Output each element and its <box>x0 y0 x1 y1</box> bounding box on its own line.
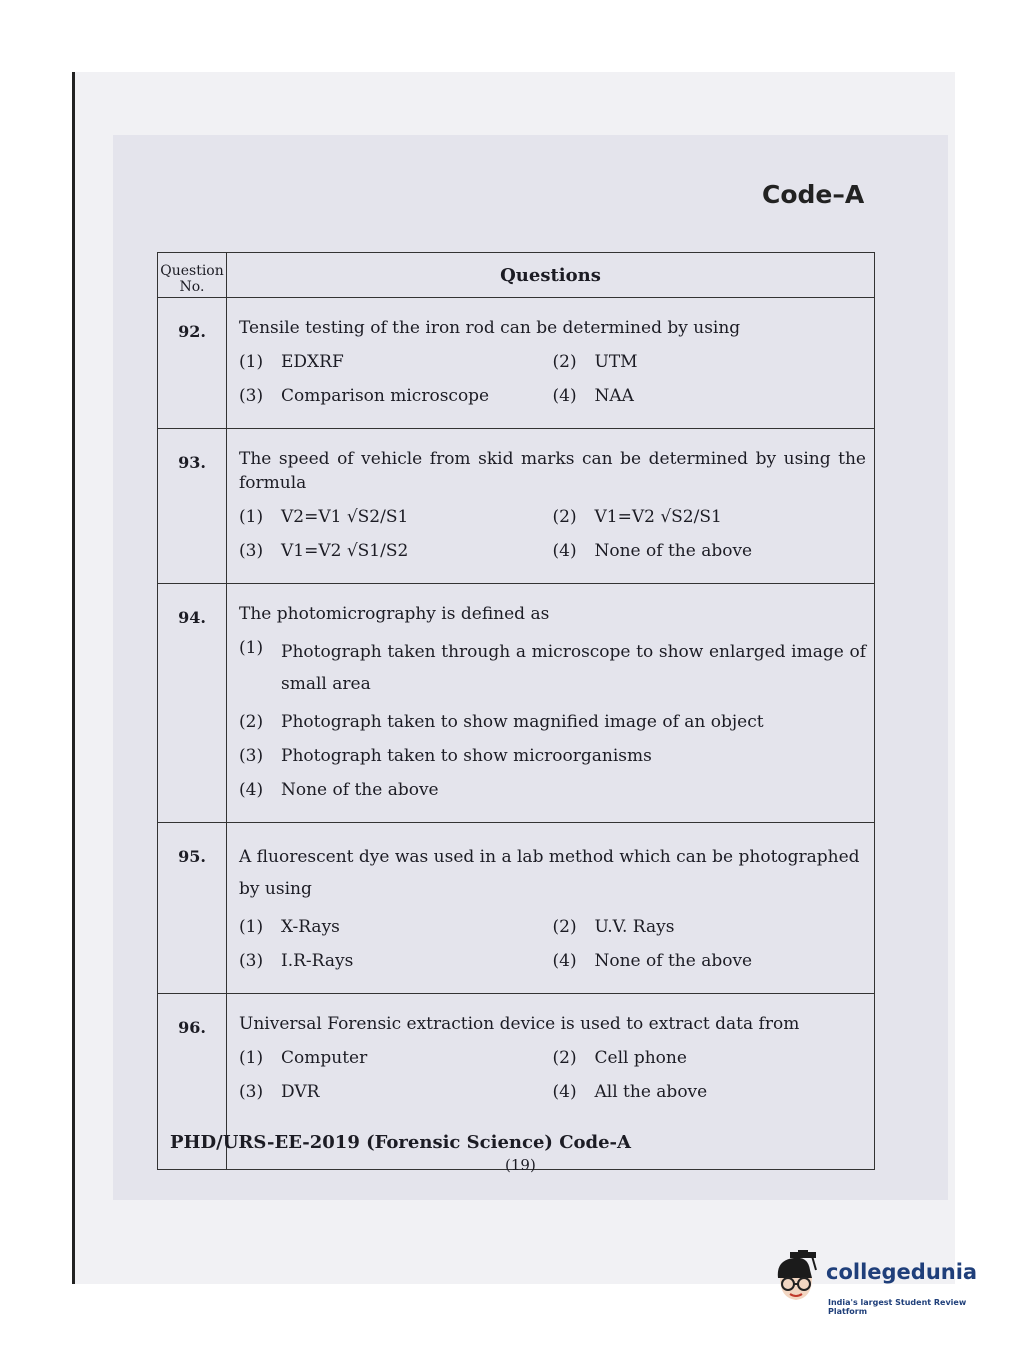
option-text: DVR <box>281 1082 320 1102</box>
question-row <box>158 584 875 823</box>
option-number: (2) <box>239 712 264 732</box>
question-number: 95. <box>158 823 227 994</box>
option <box>239 744 866 768</box>
option-number: (4) <box>552 951 577 971</box>
question-stem: The speed of vehicle from skid marks can be determined by using the formula <box>239 449 866 493</box>
option-number: (1) <box>239 352 264 372</box>
column-header-questions: Questions <box>227 253 875 298</box>
option-text: Cell phone <box>594 1048 687 1068</box>
option-number: (1) <box>239 917 264 937</box>
option-text: UTM <box>594 352 638 372</box>
brand-name: collegedunia <box>826 1260 978 1284</box>
option-text: None of the above <box>281 780 439 800</box>
option <box>553 505 867 539</box>
question-number: 96. <box>158 994 227 1170</box>
brand-tagline: India's largest Student Review Platform <box>828 1298 967 1316</box>
option-list <box>239 1046 866 1114</box>
question-number: 93. <box>158 429 227 584</box>
question-number: 92. <box>158 298 227 429</box>
option-number: (4) <box>552 386 577 406</box>
option-number: (2) <box>552 917 577 937</box>
option <box>239 1080 553 1114</box>
option <box>239 384 553 418</box>
option-text: EDXRF <box>281 352 344 372</box>
option <box>553 350 867 384</box>
option <box>239 350 553 384</box>
option <box>239 949 553 983</box>
question-stem: Tensile testing of the iron rod can be determined by using <box>239 318 741 338</box>
option <box>239 505 553 539</box>
option-text: Photograph taken through a microscope to show enlarged image of small area <box>281 642 866 694</box>
option-text: None of the above <box>594 541 753 561</box>
question-stem: A fluorescent dye was used in a lab method which can be photographed by using <box>239 847 860 899</box>
option-text: Comparison microscope <box>281 386 490 406</box>
mascot-logo-icon <box>768 1248 824 1318</box>
option-number: (3) <box>239 541 264 561</box>
option <box>553 1046 867 1080</box>
footer-paper-title: PHD/URS-EE-2019 (Forensic Science) Code-A <box>170 1132 631 1153</box>
question-body <box>227 429 875 584</box>
option-number: (2) <box>552 352 577 372</box>
option-number: (4) <box>552 1082 577 1102</box>
option-text: All the above <box>594 1082 708 1102</box>
question-row <box>158 429 875 584</box>
column-header-question-no: Question No. <box>158 253 227 298</box>
option-number: (3) <box>239 951 264 971</box>
question-body <box>227 823 875 994</box>
question-number: 94. <box>158 584 227 823</box>
option <box>553 384 867 418</box>
option-list <box>239 505 866 573</box>
option-text: U.V. Rays <box>594 917 675 937</box>
option-list <box>239 915 866 983</box>
questions-table <box>157 252 875 1170</box>
question-row <box>158 823 875 994</box>
option <box>239 710 866 734</box>
option-text: Photograph taken to show microorganisms <box>281 746 652 766</box>
option <box>553 1080 867 1114</box>
option-number: (2) <box>552 507 577 527</box>
question-stem: The photomicrography is defined as <box>239 604 550 624</box>
option-list <box>239 636 866 812</box>
option <box>553 539 867 573</box>
option-text: NAA <box>594 386 634 406</box>
option-text: None of the above <box>594 951 753 971</box>
option <box>239 636 866 700</box>
option-number: (3) <box>239 386 264 406</box>
question-stem: Universal Forensic extraction device is used to extract data from <box>239 1014 800 1034</box>
option-number: (2) <box>552 1048 577 1068</box>
paper-code: Code–A <box>762 180 865 209</box>
option-number: (1) <box>239 638 264 658</box>
question-body <box>227 584 875 823</box>
option-text: V1=V2 √S1/S2 <box>281 541 409 561</box>
option-text: Computer <box>281 1048 368 1068</box>
option-text: I.R-Rays <box>281 951 354 971</box>
option <box>239 539 553 573</box>
option <box>239 778 866 802</box>
option <box>553 949 867 983</box>
option <box>239 915 553 949</box>
option-number: (3) <box>239 1082 264 1102</box>
option-number: (3) <box>239 746 264 766</box>
option <box>239 1046 553 1080</box>
page-number: (19) <box>505 1156 536 1174</box>
question-body <box>227 298 875 429</box>
option-number: (4) <box>552 541 577 561</box>
option-text: V2=V1 √S2/S1 <box>281 507 409 527</box>
option-text: Photograph taken to show magnified image of an object <box>281 712 764 732</box>
option <box>553 915 867 949</box>
option-number: (4) <box>239 780 264 800</box>
collegedunia-watermark <box>768 1248 993 1318</box>
option-list <box>239 350 866 418</box>
option-text: V1=V2 √S2/S1 <box>594 507 722 527</box>
option-number: (1) <box>239 1048 264 1068</box>
option-text: X-Rays <box>281 917 340 937</box>
question-row <box>158 298 875 429</box>
option-number: (1) <box>239 507 264 527</box>
